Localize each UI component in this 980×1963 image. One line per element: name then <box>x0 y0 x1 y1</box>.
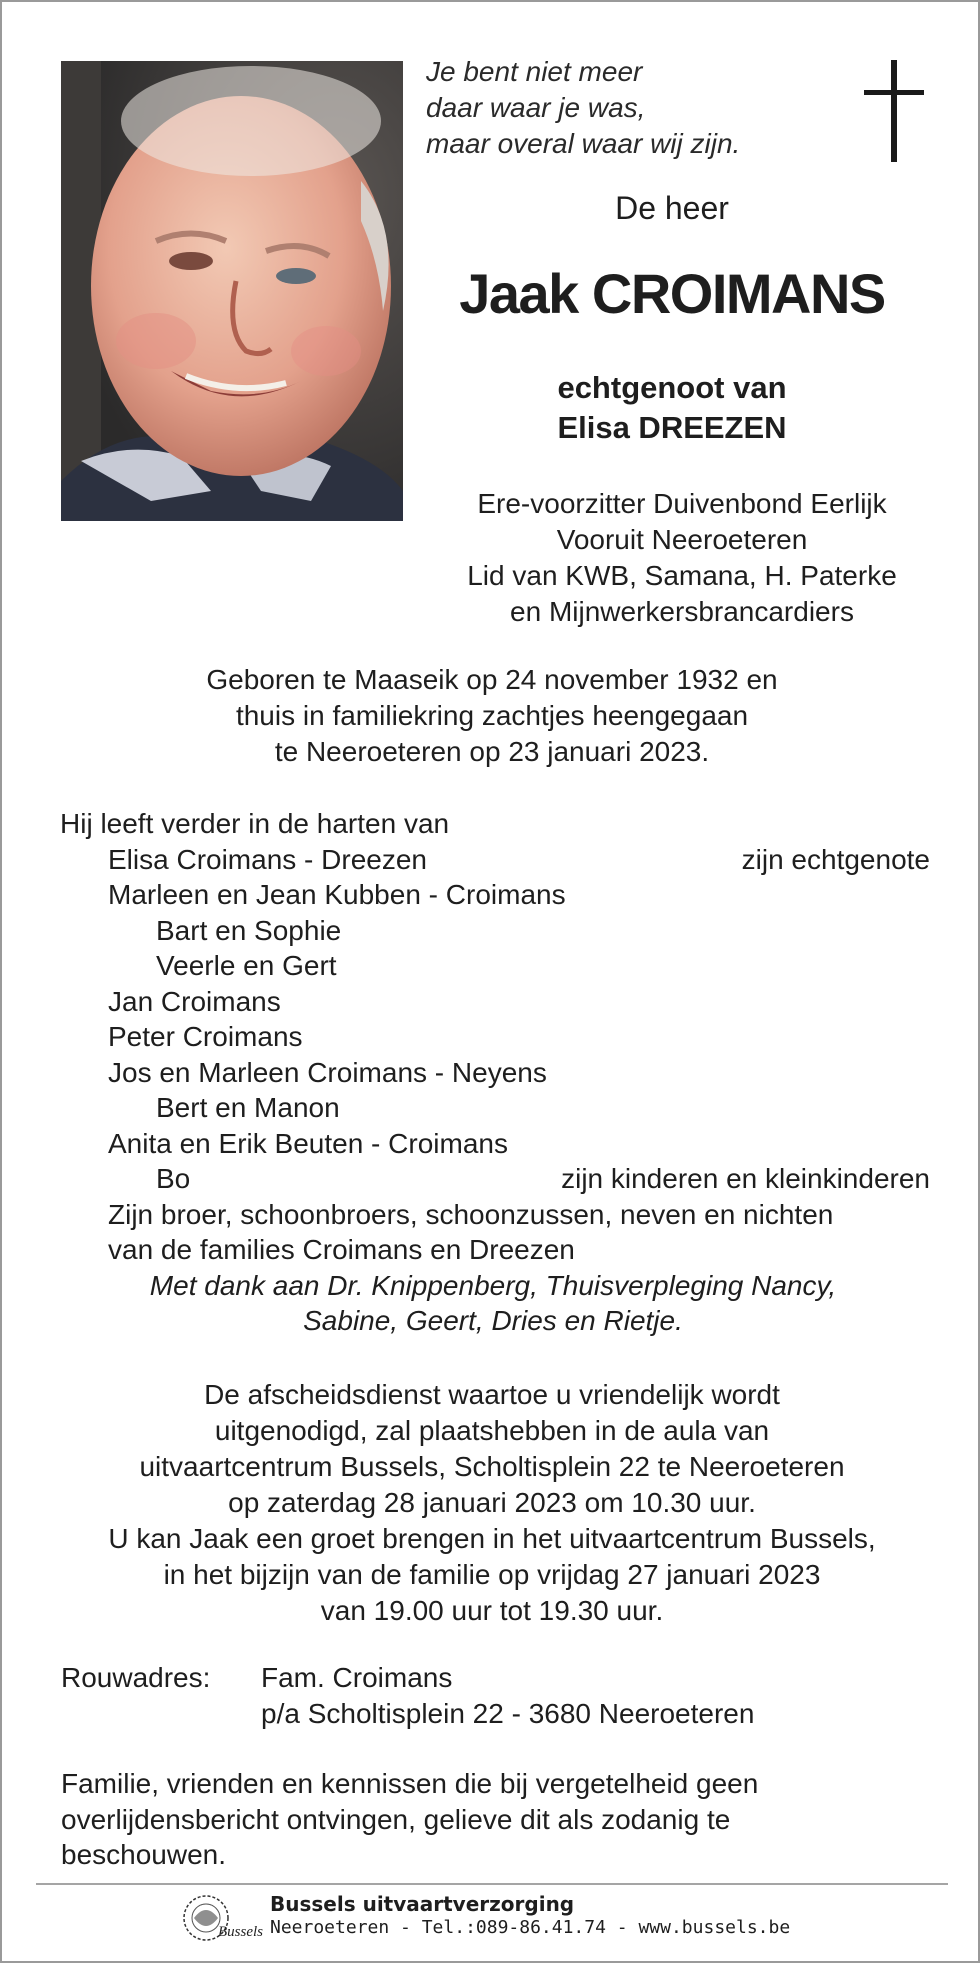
birth-death-block <box>62 662 922 770</box>
thanks-line: Met dank aan Dr. Knippenberg, Thuisverpleging Nancy, <box>149 1269 837 1301</box>
ceremony-block <box>42 1377 942 1629</box>
spouse-block <box>422 368 922 448</box>
family-role: zijn kinderen en kleinkinderen <box>561 1163 930 1194</box>
quote-line: daar waar je was, <box>426 92 646 123</box>
funeral-home-logo <box>178 1892 264 1944</box>
birth-line: thuis in familiekring zachtjes heengegaan <box>235 700 749 731</box>
portrait-photo <box>61 61 403 521</box>
family-row: Jos en Marleen Croimans - Neyens <box>108 1056 547 1088</box>
spouse-name: Elisa DREEZEN <box>557 410 787 445</box>
quote-line: Je bent niet meer <box>426 56 643 87</box>
family-row: Jan Croimans <box>108 985 281 1017</box>
family-intro: Hij leeft verder in de harten van <box>60 808 450 839</box>
address-label: Rouwadres: <box>61 1662 211 1693</box>
ceremony-line: van 19.00 uur tot 19.30 uur. <box>320 1595 664 1626</box>
honor-line: Lid van KWB, Samana, H. Paterke <box>467 560 897 591</box>
family-row: Anita en Erik Beuten - Croimans <box>108 1127 508 1159</box>
honor-line: Ere-voorzitter Duivenbond Eerlijk <box>477 488 887 519</box>
thanks-block <box>60 1268 926 1339</box>
honors-block <box>422 486 942 630</box>
portrait-illustration <box>61 61 403 521</box>
ceremony-line: in het bijzijn van de familie op vrijdag 27 januari 2023 <box>163 1559 821 1590</box>
ceremony-line: De afscheidsdienst waartoe u vriendelijk wordt <box>204 1379 780 1410</box>
address-name: Fam. Croimans <box>261 1662 453 1693</box>
memorial-quote <box>426 54 806 162</box>
family-row: van de families Croimans en Dreezen <box>108 1234 575 1265</box>
cross-icon <box>864 60 924 162</box>
family-role: zijn echtgenote <box>741 843 930 875</box>
family-row <box>60 1161 930 1197</box>
family-row: Zijn broer, schoonbroers, schoonzussen, neven en nichten <box>108 1198 834 1230</box>
honor-line: en Mijnwerkersbrancardiers <box>510 596 854 627</box>
salutation: De heer <box>615 190 729 226</box>
notice-block <box>61 1766 881 1873</box>
birth-line: Geboren te Maaseik op 24 november 1932 en <box>206 664 778 695</box>
family-row: Veerle en Gert <box>156 950 337 981</box>
firm-name: Bussels uitvaartverzorging <box>270 1892 575 1916</box>
funeral-home-info <box>270 1892 790 1940</box>
quote-line: maar overal waar wij zijn. <box>426 128 741 159</box>
notice-line: overlijdensbericht ontvingen, gelieve dit als zodanig te <box>61 1803 731 1835</box>
notice-line: Familie, vrienden en kennissen die bij vergetelheid geen <box>61 1768 759 1799</box>
honor-line: Vooruit Neeroeteren <box>556 524 808 555</box>
ceremony-line: op zaterdag 28 januari 2023 om 10.30 uur. <box>228 1487 756 1518</box>
family-list <box>60 806 930 1339</box>
firm-contact: Neeroeteren - Tel.:089-86.41.74 - www.bussels.be <box>270 1917 791 1938</box>
family-member: Elisa Croimans - Dreezen <box>108 843 427 875</box>
family-row: Bert en Manon <box>156 1092 340 1123</box>
logo-text: Bussels <box>218 1924 263 1940</box>
ceremony-line: U kan Jaak een groet brengen in het uitvaartcentrum Bussels, <box>108 1523 876 1554</box>
notice-line: beschouwen. <box>61 1839 227 1870</box>
thanks-line: Sabine, Geert, Dries en Rietje. <box>303 1305 683 1336</box>
birth-line: te Neeroeteren op 23 januari 2023. <box>274 736 710 767</box>
ceremony-line: uitvaartcentrum Bussels, Scholtisplein 22 te Neeroeteren <box>139 1451 845 1482</box>
family-member: Bo <box>156 1163 191 1194</box>
address-street: p/a Scholtisplein 22 - 3680 Neeroeteren <box>261 1698 755 1729</box>
family-row: Marleen en Jean Kubben - Croimans <box>108 879 566 910</box>
spouse-relation: echtgenoot van <box>557 370 787 405</box>
footer-divider <box>36 1883 948 1885</box>
family-row: Peter Croimans <box>108 1021 303 1052</box>
ceremony-line: uitgenodigd, zal plaatshebben in de aula van <box>214 1415 770 1446</box>
deceased-name: Jaak CROIMANS <box>459 262 885 325</box>
family-row: Bart en Sophie <box>156 914 342 946</box>
family-row <box>60 842 930 878</box>
